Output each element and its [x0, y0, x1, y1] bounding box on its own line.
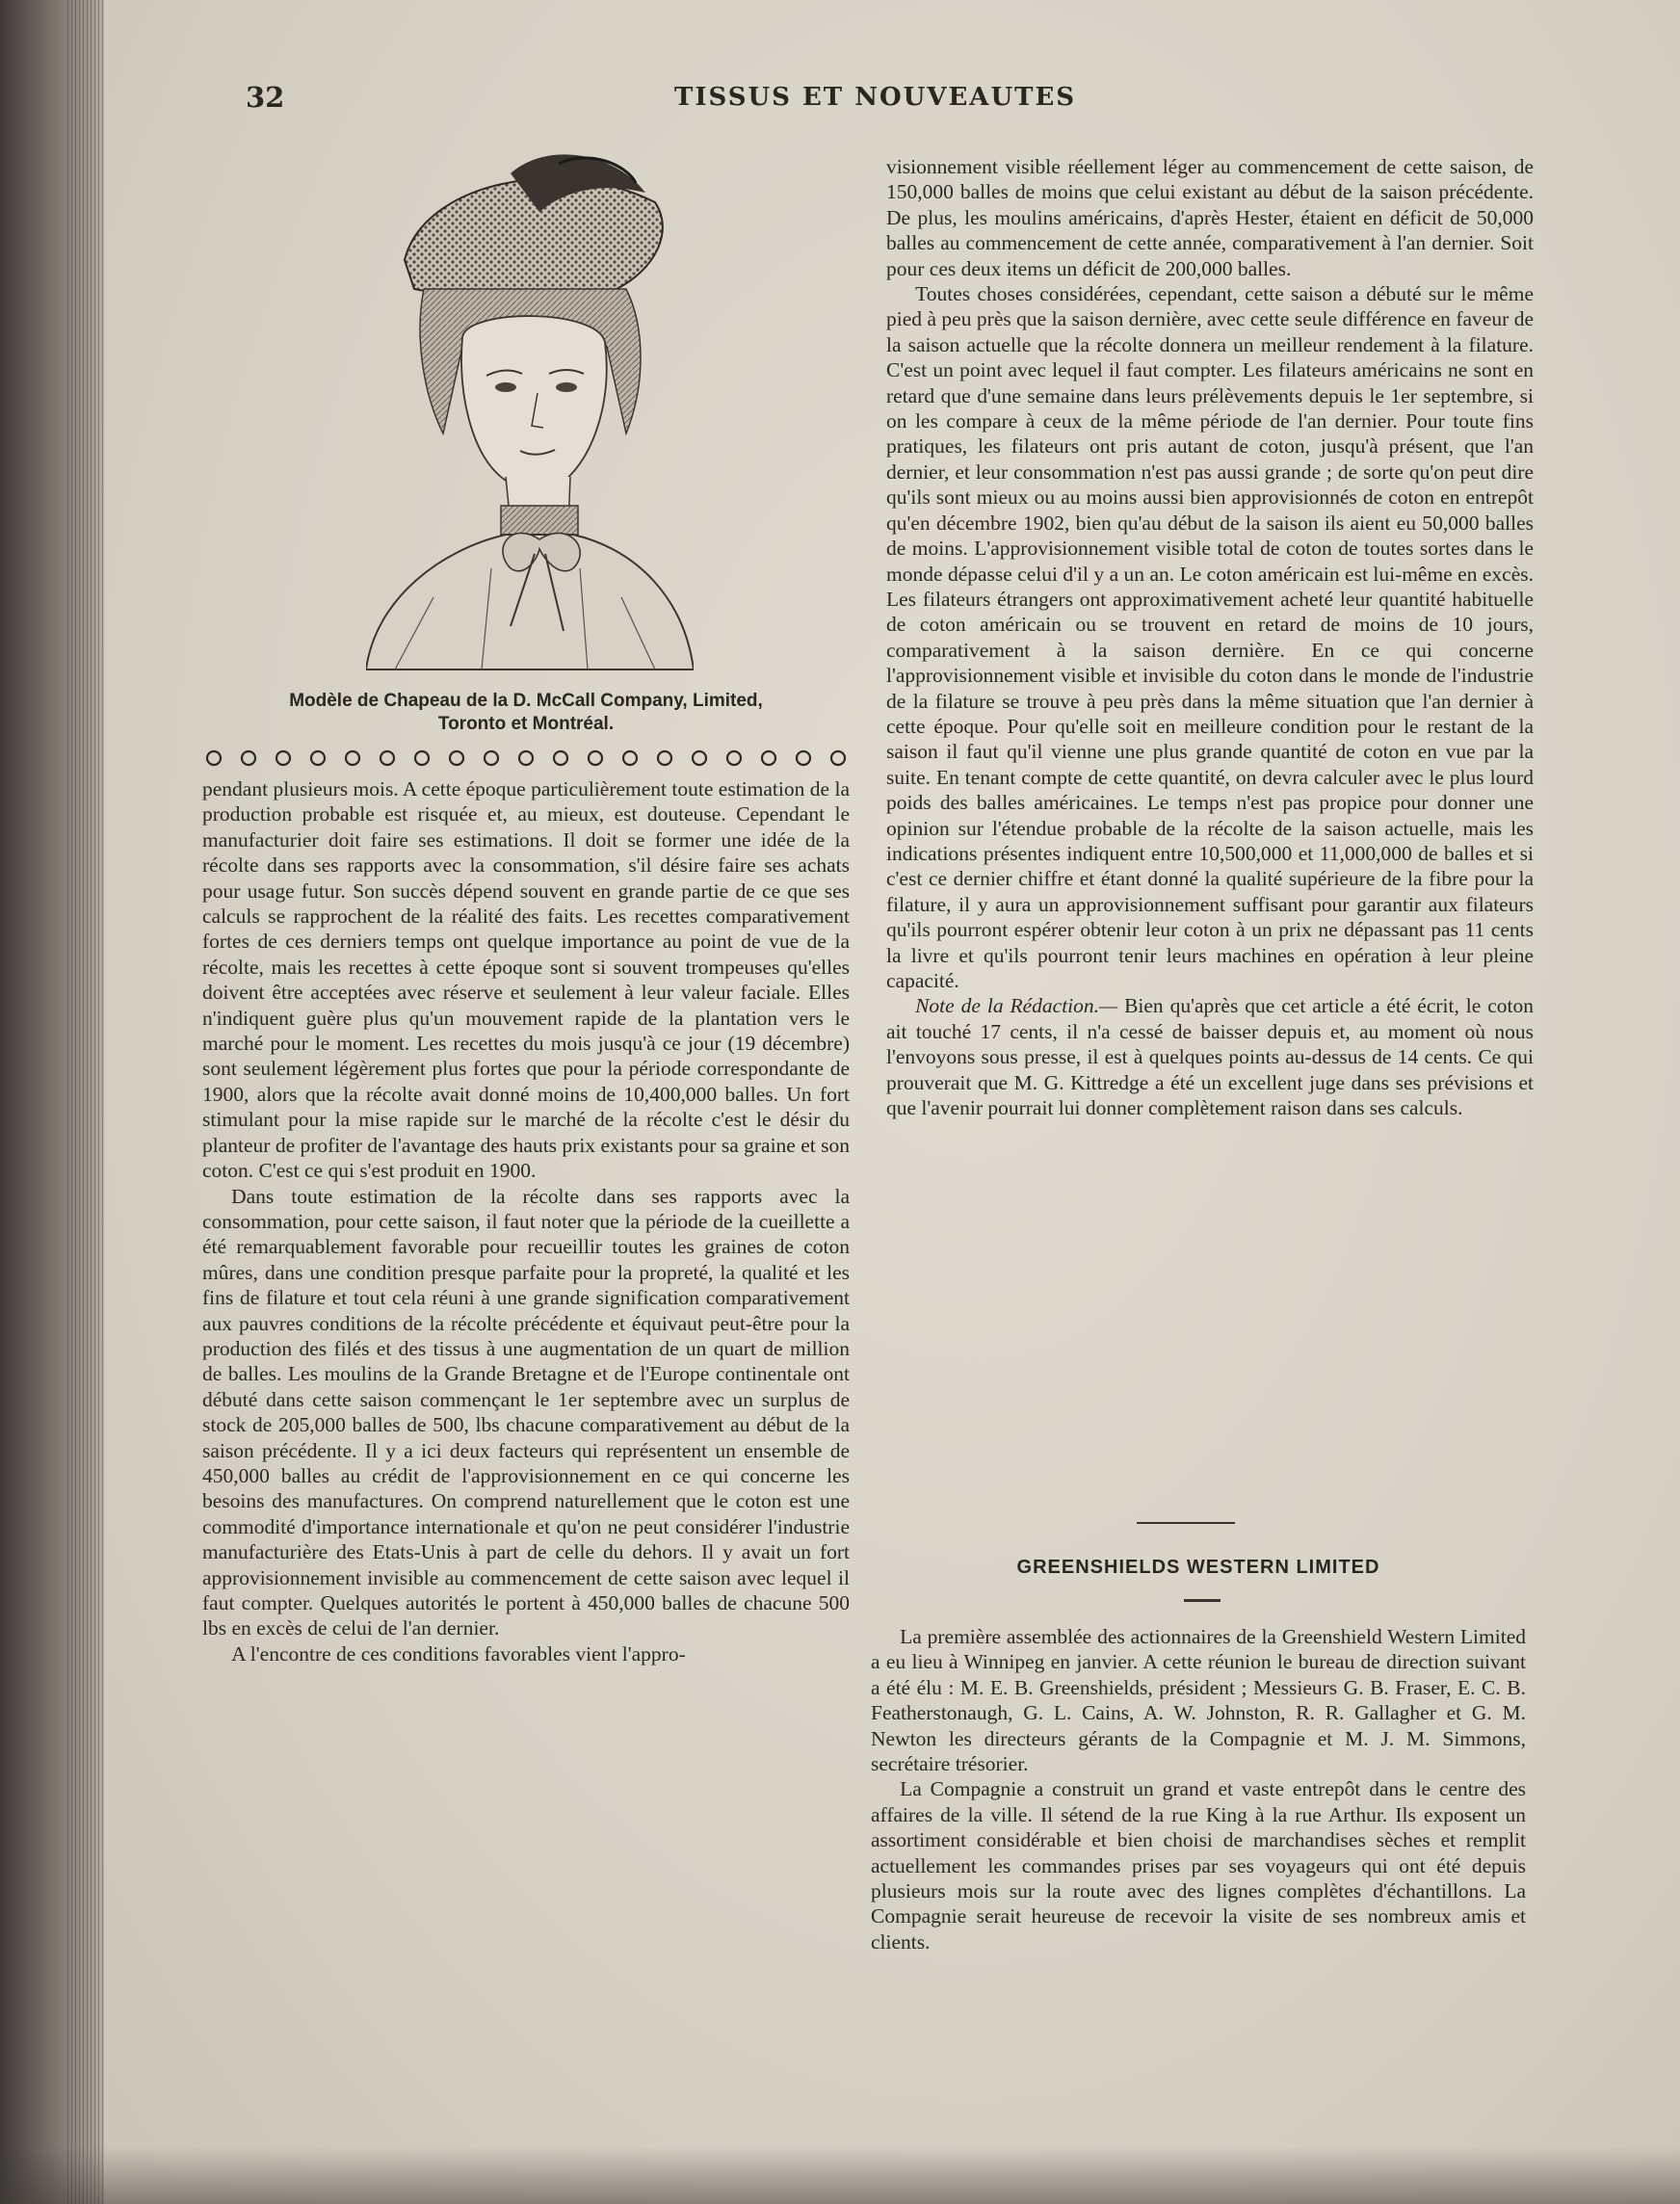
page-bottom-shadow	[0, 2146, 1680, 2204]
paragraph: La Compagnie a construit un grand et vaste entrepôt dans le centre des affaires de la ville. Il sétend de la rue King à la rue Arthur. Ils exposent un assortiment considérable et bien choisi de marchandises sèches et remplit actuellement les commandes prises par ses voyageurs qui ont été depuis plusieurs mois sur la route avec des lignes complètes d'échantillons. La Compagnie serait heureuse de recevoir la visite de ses nombreux amis et clients.	[871, 1777, 1526, 1954]
hat-model-illustration	[366, 144, 694, 684]
paragraph: La première assemblée des actionnaires de la Greenshield Western Limited a eu lieu à Winnipeg en janvier. A cette réunion le bureau de direction suivant a été élu : M. E. B. Greenshields, président ; Messieurs G. B. Fraser, E. C. B. Featherstonaugh, G. L. Cains, A. W. Johnston, R. R. Gallagher et G. M. Newton les directeurs gérants de la Compagnie et M. J. M. Simmons, secrétaire trésorier.	[871, 1625, 1526, 1776]
section-divider	[1137, 1522, 1235, 1524]
left-column-text	[202, 776, 850, 1666]
editor-note-text: Bien qu'après que cet article a été écrit, le coton ait touché 17 cents, il n'a cessé de baisser depuis et, au moment où nous l'envoyons sous presse, il est à quelques points au-dessus de 14 cents. Ce qui prouverait que M. G. Kittredge a été un excellent juge dans ses prévisions et que l'avenir pourrait lui donner complètement raison dans ses calculs.	[886, 994, 1535, 1120]
paragraph: visionnement visible réellement léger au commencement de cette saison, de 150,000 balles de moins que celui existant au début de la saison précédente. De plus, les moulins américains, d'après Hester, étaient en déficit de 50,000 balles au commencement de cette année, comparativement à l'an dernier. Soit pour ces deux items un déficit de 200,000 balles.	[886, 155, 1534, 280]
figure-caption	[202, 690, 850, 736]
running-title: TISSUS ET NOUVEAUTES	[674, 83, 1077, 112]
paragraph: A l'encontre de ces conditions favorables vient l'appro-	[231, 1641, 686, 1666]
page-edges	[67, 0, 106, 2204]
paragraph: Dans toute estimation de la récolte dans ses rapports avec la consommation, pour cette saison, il faut noter que la période de la cueillette a été remarquablement favorable pour recueillir toutes les graines de coton mûres, dans une condition presque parfaite pour la propreté, la qualité et les fins de filature et tout cela réuni à une grande signification comparativement aux pauvres conditions de la récolte précédente et équivaut peut-être pour la production des filés et des tissus à une augmentation de un quart de million de balles. Les moulins de la Grande Bretagne et de l'Europe continentale ont débuté dans cette saison commençant le 1er septembre avec un surplus de stock de 205,000 balles de 500, lbs chacune comparativement au début de la saison précédente. Il y a ici deux facteurs qui représentent un ensemble de 450,000 balles au crédit de l'approvisionnement en ce qui concerne les besoins des manufactures. On comprend naturellement que le coton est une commodité d'importance internationale et qu'on ne peut considérer l'industrie manufacturière des Etats-Unis à part de celle du dehors. Il y avait un fort approvisionnement invisible au commencement de cette saison avec lequel il faut compter. Quelques autorités le portent à 450,000 balles de chacune 500 lbs en excès de celui de l'an dernier.	[202, 1184, 850, 1640]
caption-line-2: Toronto et Montréal.	[437, 714, 615, 734]
section-body	[871, 1624, 1526, 1955]
title-underline	[1184, 1599, 1221, 1602]
paragraph: Toutes choses considérées, cependant, cette saison a débuté sur le même pied à peu près que la saison dernière, avec cette seule différence en faveur de la saison actuelle que la récolte donnera un meilleur rendement à la filature. C'est un point avec lequel il faut compter. Les filateurs américains ne sont en retard que d'une semaine dans leurs prélèvements depuis le 1er septembre, si on les compare à ceux de la même période de l'an dernier. Pour toute fins pratiques, les filateurs ont pris autant de coton, jusqu'à présent, que l'an dernier, et leur consommation n'est pas aussi grande ; de sorte qu'on peut dire qu'ils sont mieux ou au moins aussi bien approvisionnés de coton en entrepôt qu'en décembre 1902, bien qu'au début de la saison ils aient eu 50,000 balles de moins. L'approvisionnement visible total de coton de toutes sortes dans le monde dépasse celui d'il y a un an. Le coton américain est lui-même en excès. Les filateurs étrangers ont approximativement acheté leur quantité habituelle de coton américain ou se trouvent en retard de moins de 10 jours, comparativement à la saison dernière. En ce qui concerne l'approvisionnement visible et invisible du coton dans le monde de l'industrie de la filature se trouve à peu près dans la même situation que l'an dernier à cette époque. Pour qu'elle soit en meilleure condition pour le restant de la saison il faut qu'il vienne une plus grande quantité de coton en vue par la suite. En tenant compte de cette quantité, on devra calculer avec le plus lourd poids des balles américaines. Le temps n'est pas propice pour donner une opinion sur l'étendue probable de la récolte de la saison actuelle, mais les indications présentes indiquent entre 10,500,000 et 11,000,000 de balles et si c'est ce dernier chiffre et étant donné la qualité supérieure de la fibre pour la filature, il y aura un approvisionnement suffisant pour garantir aux filateurs qu'ils pourront espérer obtenir leur coton à un prix ne dépassant pas 11 cents la livre et qu'ils pourront tenir leurs machines en opération à leur pleine capacité.	[886, 282, 1534, 992]
section-title: GREENSHIELDS WESTERN LIMITED	[1016, 1557, 1380, 1578]
right-column-text	[886, 154, 1534, 1120]
page-number: 32	[246, 81, 285, 114]
decorative-circle-rule	[202, 746, 857, 771]
paragraph: pendant plusieurs mois. A cette époque particulièrement toute estimation de la production probable est risquée et, au mieux, est douteuse. Cependant le manufacturier doit faire ses estimations. Il doit se former une idée de la récolte dans ses rapports avec la consommation, s'il désire faire ses achats pour usage futur. Son succès dépend souvent en grande partie de ce que ses calculs se rapprochent de la réalité des faits. Les recettes comparativement fortes de ces derniers temps ont quelque importance au point de vue de la récolte, mais les recettes à cette époque sont si souvent trompeuses qu'elles doivent être acceptées avec réserve et seulement à leur valeur faciale. Elles n'indiquent guère plus qu'un mouvement rapide de la plantation vers le marché pour le moment. Les recettes du mois jusqu'à ce jour (19 décembre) sont seulement légèrement plus fortes que pour la période correspondante de 1900, alors que la récolte avait donné moins de 10,400,000 balles. Un fort stimulant pour la mise rapide sur le marché de la récolte c'est le désir du planteur de profiter de l'avantage des hauts prix existants pour sa graine et son coton. C'est ce qui s'est produit en 1900.	[202, 777, 850, 1183]
editor-note-label: Note de la Rédaction.—	[915, 994, 1118, 1018]
page-header	[0, 77, 1680, 125]
caption-line-1: Modèle de Chapeau de la D. McCall Company, Limited,	[289, 691, 763, 711]
editor-note	[886, 993, 1534, 1120]
